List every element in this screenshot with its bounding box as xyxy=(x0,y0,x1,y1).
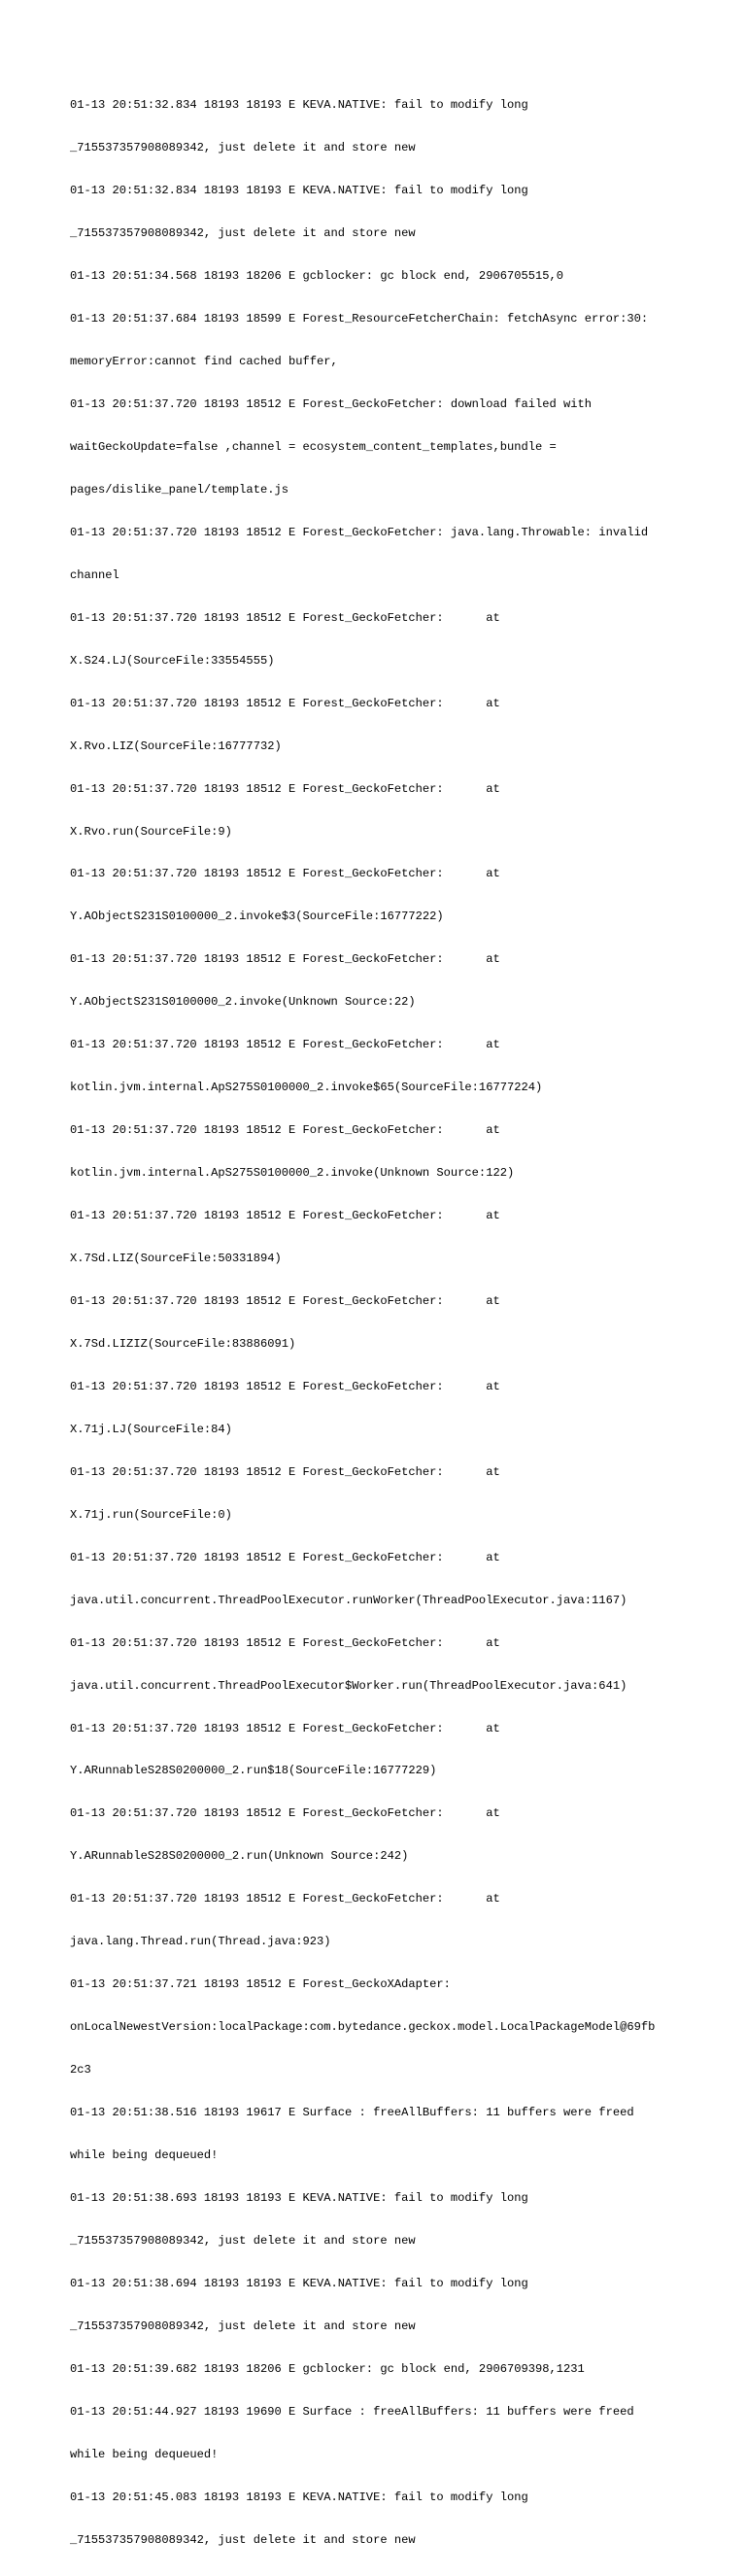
log-line: 01-13 20:51:37.720 18193 18512 E Forest_GeckoFetcher: at xyxy=(70,1209,500,1223)
log-line: X.71j.run(SourceFile:0) xyxy=(70,1507,232,1522)
log-line: _715537357908089342, just delete it and store new xyxy=(70,141,416,155)
log-line: Y.AObjectS231S0100000_2.invoke$3(SourceFile:16777222) xyxy=(70,910,444,924)
log-line: while being dequeued! xyxy=(70,2148,219,2163)
log-line: onLocalNewestVersion:localPackage:com.bytedance.geckox.model.LocalPackageModel@69fb xyxy=(70,2020,656,2035)
log-line: X.S24.LJ(SourceFile:33554555) xyxy=(70,653,275,668)
log-line: 01-13 20:51:38.693 18193 18193 E KEVA.NATIVE: fail to modify long xyxy=(70,2191,528,2206)
log-line: 01-13 20:51:37.720 18193 18512 E Forest_GeckoFetcher: at xyxy=(70,781,500,796)
log-line: 01-13 20:51:38.516 18193 19617 E Surface : freeAllBuffers: 11 buffers were freed xyxy=(70,2106,634,2120)
log-line: Y.ARunnableS28S0200000_2.run(Unknown Source:242) xyxy=(70,1849,409,1864)
log-line: 01-13 20:51:37.720 18193 18512 E Forest_GeckoFetcher: at xyxy=(70,867,500,881)
log-line: 01-13 20:51:39.682 18193 18206 E gcblocker: gc block end, 2906709398,1231 xyxy=(70,2361,585,2376)
log-line: 01-13 20:51:37.720 18193 18512 E Forest_GeckoFetcher: at xyxy=(70,610,500,625)
log-line: X.7Sd.LIZIZ(SourceFile:83886091) xyxy=(70,1336,296,1351)
log-line: java.util.concurrent.ThreadPoolExecutor$Worker.run(ThreadPoolExecutor.java:641) xyxy=(70,1678,627,1693)
log-line: X.7Sd.LIZ(SourceFile:50331894) xyxy=(70,1252,282,1266)
log-line: _715537357908089342, just delete it and store new xyxy=(70,2532,416,2547)
log-line: X.Rvo.LIZ(SourceFile:16777732) xyxy=(70,738,282,753)
log-line: Y.ARunnableS28S0200000_2.run$18(SourceFile:16777229) xyxy=(70,1764,437,1778)
log-line: java.util.concurrent.ThreadPoolExecutor.runWorker(ThreadPoolExecutor.java:1167) xyxy=(70,1593,627,1607)
log-line: kotlin.jvm.internal.ApS275S0100000_2.invoke$65(SourceFile:16777224) xyxy=(70,1081,543,1095)
log-line: 2c3 xyxy=(70,2063,91,2078)
log-line: waitGeckoUpdate=false ,channel = ecosystem_content_templates,bundle = xyxy=(70,439,557,454)
log-line: _715537357908089342, just delete it and store new xyxy=(70,226,416,241)
log-line: 01-13 20:51:45.083 18193 18193 E KEVA.NATIVE: fail to modify long xyxy=(70,2490,528,2504)
log-line: 01-13 20:51:37.720 18193 18512 E Forest_GeckoFetcher: at xyxy=(70,952,500,967)
log-line: _715537357908089342, just delete it and store new xyxy=(70,2318,416,2333)
log-line: 01-13 20:51:37.720 18193 18512 E Forest_GeckoFetcher: at xyxy=(70,1635,500,1650)
log-line: 01-13 20:51:37.720 18193 18512 E Forest_GeckoFetcher: at xyxy=(70,1464,500,1479)
log-line: pages/dislike_panel/template.js xyxy=(70,482,288,497)
log-line: 01-13 20:51:38.694 18193 18193 E KEVA.NATIVE: fail to modify long xyxy=(70,2276,528,2290)
log-line: 01-13 20:51:37.720 18193 18512 E Forest_GeckoFetcher: download failed with xyxy=(70,396,593,411)
log-line: 01-13 20:51:32.834 18193 18193 E KEVA.NATIVE: fail to modify long xyxy=(70,184,528,198)
log-line: memoryError:cannot find cached buffer, xyxy=(70,355,338,369)
log-line: 01-13 20:51:34.568 18193 18206 E gcblocker: gc block end, 2906705515,0 xyxy=(70,269,564,284)
log-line: 01-13 20:51:37.721 18193 18512 E Forest_GeckoXAdapter: xyxy=(70,1977,451,1992)
log-line: 01-13 20:51:37.720 18193 18512 E Forest_GeckoFetcher: at xyxy=(70,1892,500,1906)
log-line: Y.AObjectS231S0100000_2.invoke(Unknown Source:22) xyxy=(70,995,416,1010)
log-line: 01-13 20:51:37.720 18193 18512 E Forest_GeckoFetcher: at xyxy=(70,1038,500,1052)
log-line: channel xyxy=(70,567,119,582)
log-line: 01-13 20:51:37.720 18193 18512 E Forest_GeckoFetcher: at xyxy=(70,1379,500,1393)
log-line: 01-13 20:51:37.720 18193 18512 E Forest_GeckoFetcher: java.lang.Throwable: invalid xyxy=(70,525,649,539)
log-line: 01-13 20:51:37.720 18193 18512 E Forest_GeckoFetcher: at xyxy=(70,1123,500,1138)
log-line: 01-13 20:51:37.684 18193 18599 E Forest_ResourceFetcherChain: fetchAsync error:30: xyxy=(70,312,649,326)
log-line: 01-13 20:51:37.720 18193 18512 E Forest_GeckoFetcher: at xyxy=(70,1550,500,1564)
log-line: 01-13 20:51:32.834 18193 18193 E KEVA.NATIVE: fail to modify long xyxy=(70,98,528,113)
log-line: kotlin.jvm.internal.ApS275S0100000_2.invoke(Unknown Source:122) xyxy=(70,1166,515,1181)
log-line: _715537357908089342, just delete it and store new xyxy=(70,2233,416,2248)
log-text-block xyxy=(70,70,682,2576)
log-line: X.71j.LJ(SourceFile:84) xyxy=(70,1422,232,1436)
log-line: 01-13 20:51:37.720 18193 18512 E Forest_GeckoFetcher: at xyxy=(70,1294,500,1308)
log-line: 01-13 20:51:37.720 18193 18512 E Forest_GeckoFetcher: at xyxy=(70,1806,500,1821)
log-line: java.lang.Thread.run(Thread.java:923) xyxy=(70,1935,331,1949)
log-line: 01-13 20:51:37.720 18193 18512 E Forest_GeckoFetcher: at xyxy=(70,1721,500,1735)
log-line: X.Rvo.run(SourceFile:9) xyxy=(70,824,232,839)
log-line: 01-13 20:51:44.927 18193 19690 E Surface : freeAllBuffers: 11 buffers were freed xyxy=(70,2404,634,2419)
log-line: while being dequeued! xyxy=(70,2447,219,2461)
log-line: 01-13 20:51:37.720 18193 18512 E Forest_GeckoFetcher: at xyxy=(70,696,500,710)
